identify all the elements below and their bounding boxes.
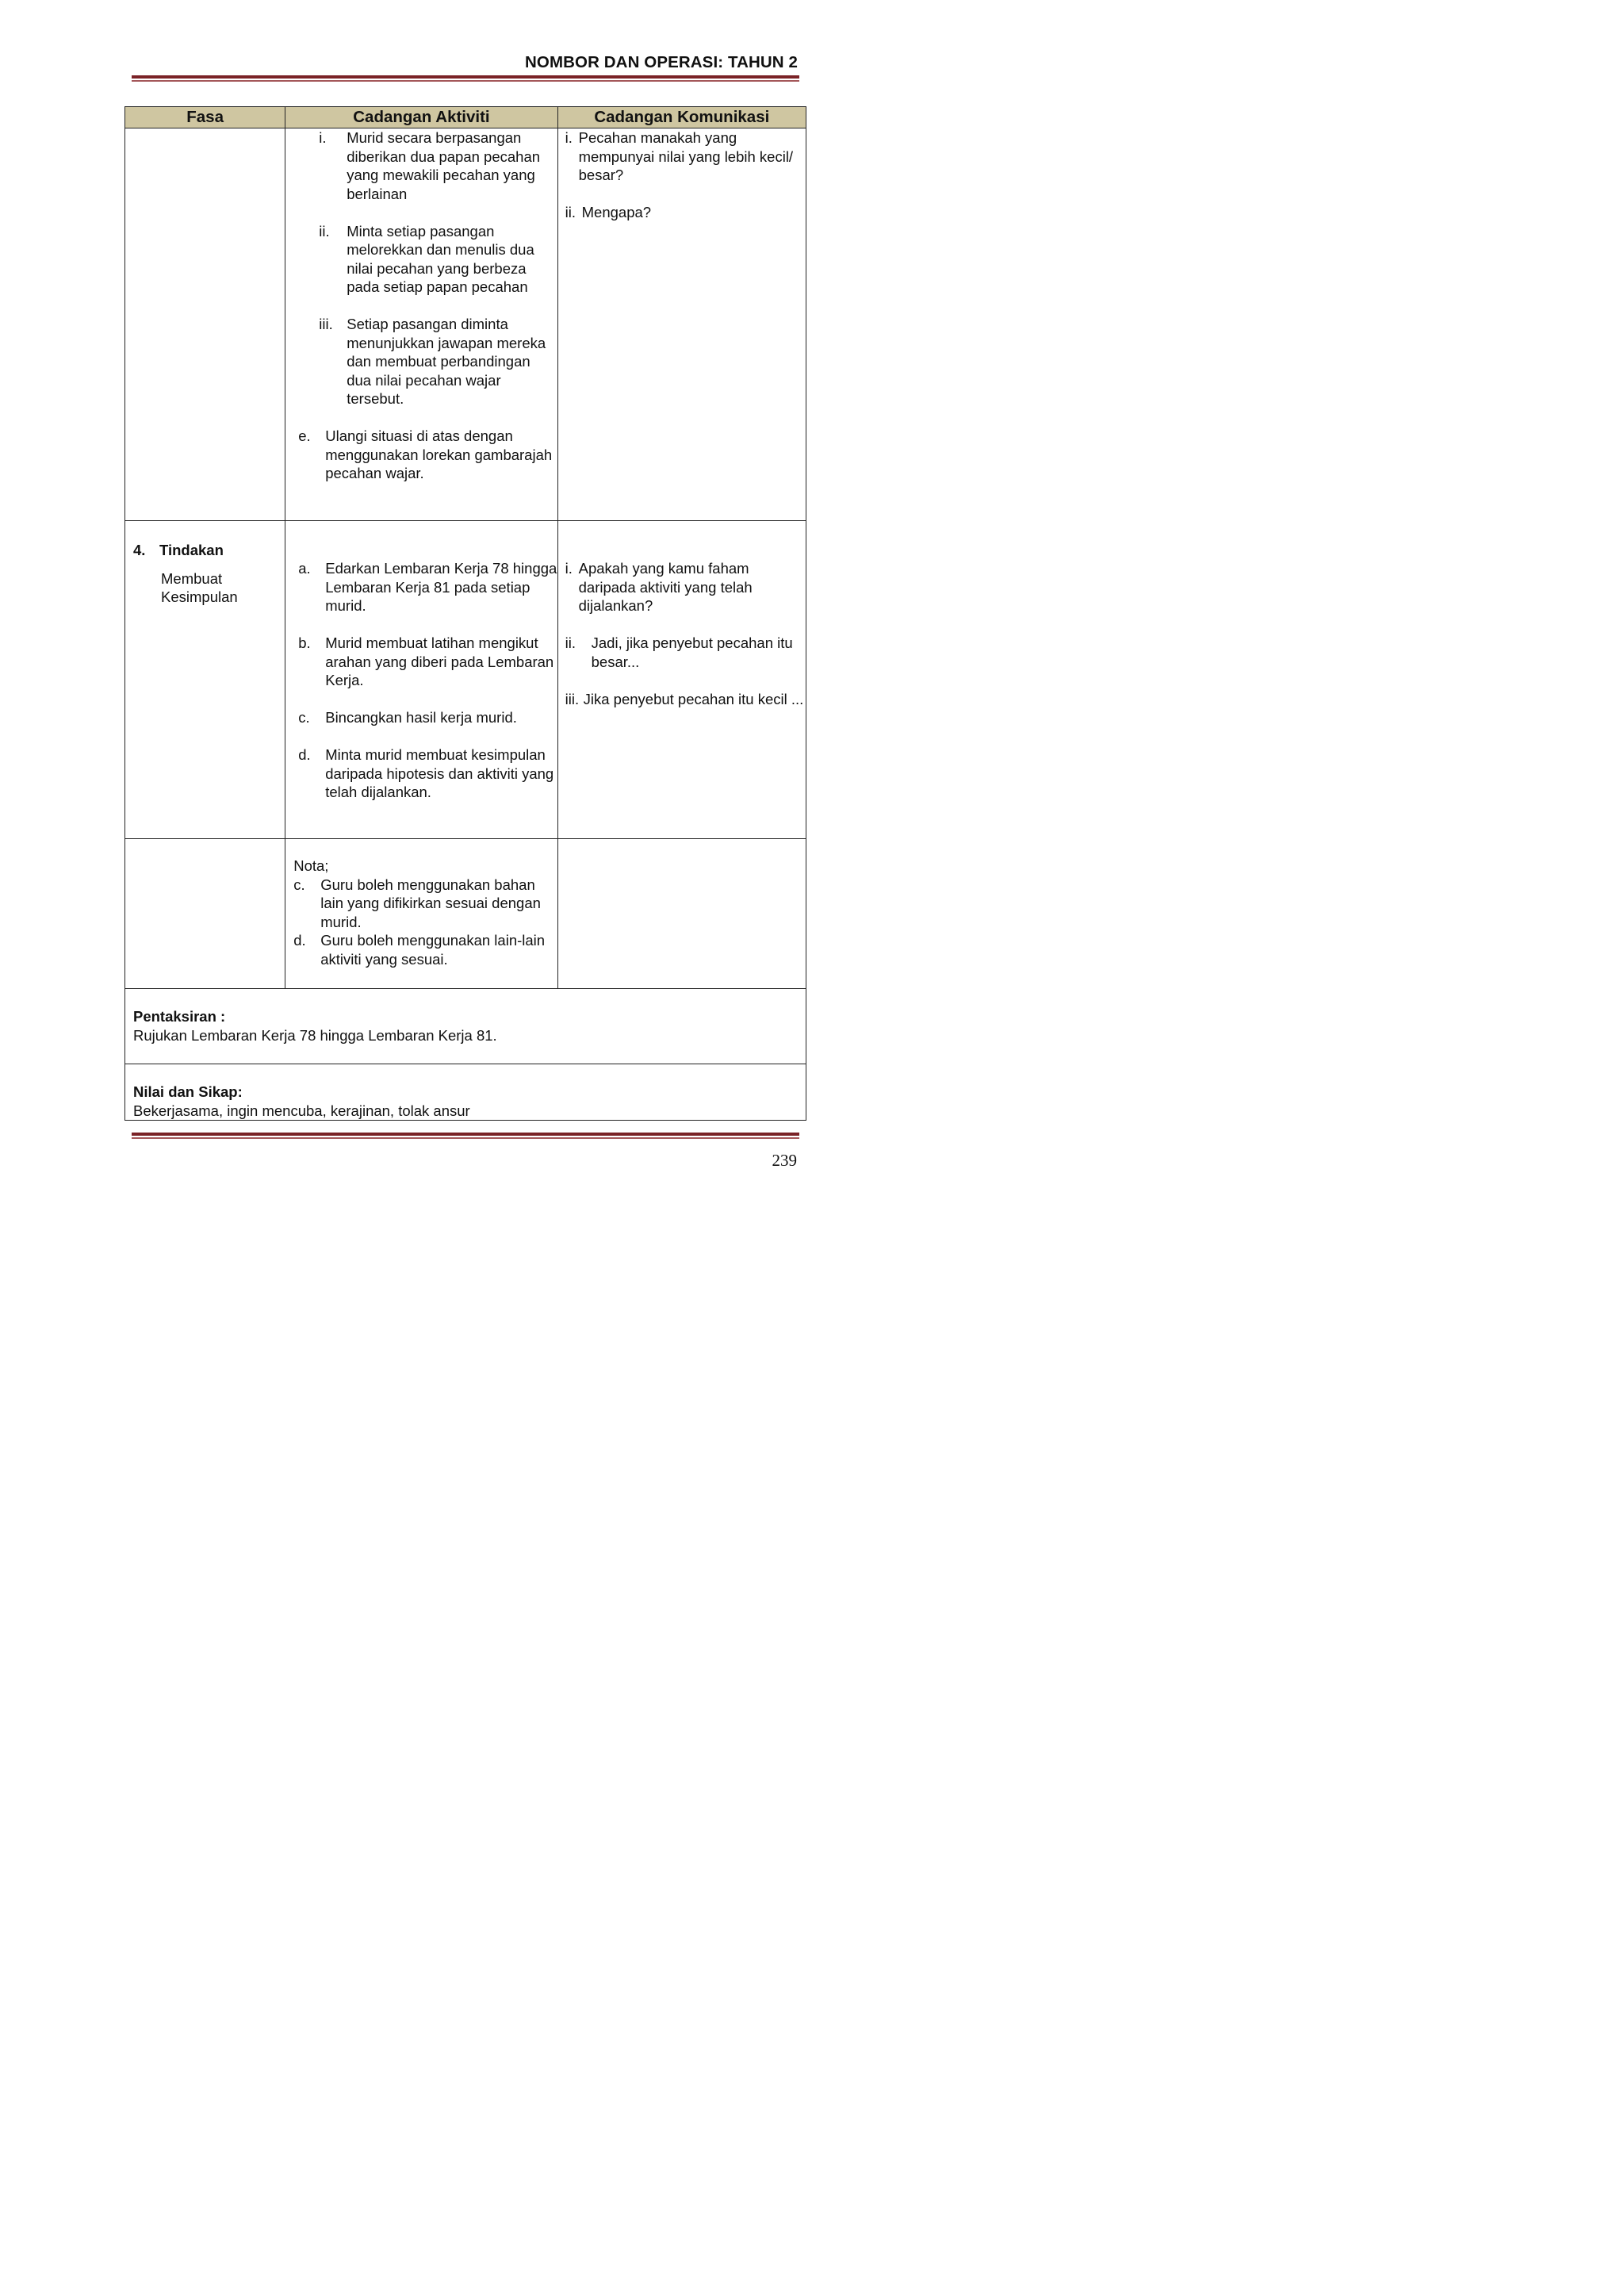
list-item-text: Apakah yang kamu faham daripada aktiviti yang telah dijalankan? xyxy=(578,560,753,614)
activity-cell xyxy=(285,128,557,521)
list-item-text: Minta setiap pasangan melorekkan dan menulis dua nilai pecahan yang berbeza pada setiap papan pecahan xyxy=(347,222,534,295)
list-marker: c. xyxy=(293,876,305,893)
list-item xyxy=(285,427,557,483)
footer-rule-thick xyxy=(132,1133,799,1136)
list-marker: e. xyxy=(298,427,311,444)
list-item xyxy=(285,746,557,802)
list-item xyxy=(558,203,806,222)
header-rule-thin xyxy=(132,80,799,82)
communication-cell xyxy=(557,128,806,521)
column-header-fasa: Fasa xyxy=(125,107,285,128)
list-item xyxy=(558,559,806,615)
activity-cell xyxy=(285,521,557,839)
list-marker: d. xyxy=(298,746,311,763)
list-item xyxy=(285,222,557,297)
list-item-text: Mengapa? xyxy=(581,204,652,220)
list-item-text: Jadi, jika penyebut pecahan itu besar... xyxy=(591,634,793,670)
list-marker: i. xyxy=(565,129,573,146)
table-row xyxy=(125,1064,806,1121)
list-marker: a. xyxy=(298,560,311,577)
assessment-text: Rujukan Lembaran Kerja 78 hingga Lembaran Kerja 81. xyxy=(133,1026,497,1044)
footer-rule-thin xyxy=(132,1137,799,1139)
note-box xyxy=(285,839,557,968)
list-marker: b. xyxy=(298,634,311,651)
table-row xyxy=(125,989,806,1064)
list-marker: i. xyxy=(565,560,573,577)
values-text: Bekerjasama, ingin mencuba, kerajinan, tolak ansur xyxy=(133,1102,470,1119)
list-item-text: Bincangkan hasil kerja murid. xyxy=(325,709,517,726)
communication-cell-empty xyxy=(557,839,806,989)
list-item xyxy=(285,559,557,615)
phase-title xyxy=(133,541,285,560)
list-item-text: Murid secara berpasangan diberikan dua papan pecahan yang mewakili pecahan yang berlainan xyxy=(347,129,541,202)
assessment-cell xyxy=(125,989,806,1064)
list-marker: ii. xyxy=(565,204,576,220)
list-item-text: Ulangi situasi di atas dengan menggunakan lorekan gambarajah pecahan wajar. xyxy=(325,427,553,481)
values-label: Nilai dan Sikap: xyxy=(133,1083,243,1100)
communication-list xyxy=(558,128,806,222)
list-item xyxy=(558,128,806,185)
table-header-row xyxy=(125,107,806,128)
note-title: Nota; xyxy=(293,857,329,874)
list-item xyxy=(293,931,557,968)
fasa-cell-empty xyxy=(125,839,285,989)
activity-list xyxy=(285,559,557,802)
list-item-text: Edarkan Lembaran Kerja 78 hingga Lembaran Kerja 81 pada setiap murid. xyxy=(325,560,557,614)
lesson-plan-table xyxy=(124,106,806,1121)
note-cell xyxy=(285,839,557,989)
list-item xyxy=(558,690,806,709)
list-marker: d. xyxy=(293,932,306,949)
page-header-title: NOMBOR DAN OPERASI: TAHUN 2 xyxy=(525,53,798,71)
list-item xyxy=(293,876,557,932)
list-marker: c. xyxy=(298,709,310,726)
communication-cell xyxy=(557,521,806,839)
fasa-cell xyxy=(125,521,285,839)
assessment-label: Pentaksiran : xyxy=(133,1008,226,1025)
list-item-text: Minta murid membuat kesimpulan daripada hipotesis dan aktiviti yang telah dijalankan. xyxy=(325,746,554,800)
list-marker: ii. xyxy=(319,222,330,240)
phase-number: 4. xyxy=(133,542,146,558)
list-item-text: Pecahan manakah yang mempunyai nilai yang lebih kecil/ besar? xyxy=(578,129,794,183)
list-item-text: Setiap pasangan diminta menunjukkan jawapan mereka dan membuat perbandingan dua nilai pecahan wajar tersebut. xyxy=(347,316,546,407)
list-item-text: Guru boleh menggunakan lain-lain aktiviti yang sesuai. xyxy=(320,932,546,968)
list-item xyxy=(285,315,557,408)
list-item xyxy=(285,128,557,203)
column-header-aktiviti: Cadangan Aktiviti xyxy=(285,107,557,128)
list-item xyxy=(285,634,557,690)
table-row xyxy=(125,521,806,839)
table-row xyxy=(125,839,806,989)
list-marker: ii. xyxy=(565,634,576,651)
values-cell xyxy=(125,1064,806,1121)
phase-name: Tindakan xyxy=(159,542,224,558)
list-marker: iii. xyxy=(319,316,333,332)
communication-list xyxy=(558,559,806,708)
list-item-text: Guru boleh menggunakan bahan lain yang difikirkan sesuai dengan murid. xyxy=(320,876,541,930)
list-item-text: Murid membuat latihan mengikut arahan yang diberi pada Lembaran Kerja. xyxy=(325,634,554,688)
activity-list xyxy=(285,128,557,408)
list-item xyxy=(558,634,806,671)
table-row xyxy=(125,128,806,521)
list-marker: i. xyxy=(319,129,327,146)
column-header-komunikasi: Cadangan Komunikasi xyxy=(557,107,806,128)
fasa-cell-empty xyxy=(125,128,285,521)
list-item-text: Jika penyebut pecahan itu kecil ... xyxy=(583,690,804,707)
header-rule-thick xyxy=(132,75,799,79)
phase-subtitle: Membuat Kesimpulan xyxy=(161,569,238,605)
activity-list xyxy=(285,427,557,483)
note-list xyxy=(293,876,557,969)
page-number: 239 xyxy=(772,1151,797,1170)
list-item xyxy=(285,708,557,727)
list-marker: iii. xyxy=(565,690,580,707)
